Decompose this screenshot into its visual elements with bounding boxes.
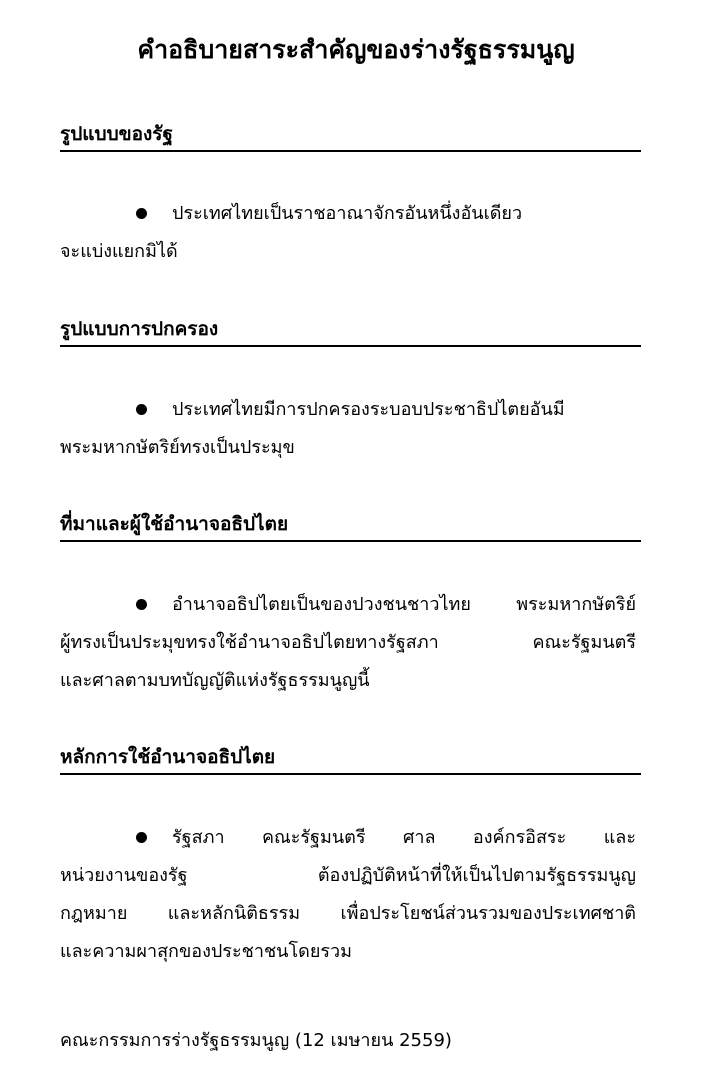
section-heading-state-form: รูปแบบของรัฐ — [60, 120, 641, 152]
section-body-sovereignty — [60, 586, 636, 700]
paragraph-line: รัฐสภา คณะรัฐมนตรี ศาล องค์กรอิสระ และ — [60, 819, 636, 857]
paragraph-line: และความผาสุกของประชาชนโดยรวม — [60, 941, 353, 962]
paragraph-line: พระมหากษัตริย์ทรงเป็นประมุข — [60, 437, 295, 458]
bullet-icon — [136, 599, 147, 610]
paragraph-line: หน่วยงานของรัฐ ต้องปฏิบัติหน้าที่ให้เป็นไปตามรัฐธรรมนูญ — [60, 865, 636, 886]
bullet-icon — [136, 208, 147, 219]
paragraph-line: และศาลตามบทบัญญัติแห่งรัฐธรรมนูญนี้ — [60, 670, 370, 691]
paragraph-line: ผู้ทรงเป็นประมุขทรงใช้อำนาจอธิปไตยทางรัฐสภา คณะรัฐมนตรี — [60, 632, 636, 653]
section-heading-sovereignty: ที่มาและผู้ใช้อำนาจอธิปไตย — [60, 510, 641, 542]
document-title: คำอธิบายสาระสำคัญของร่างรัฐธรรมนูญ — [137, 35, 575, 64]
bullet-icon — [136, 404, 147, 415]
paragraph-line: กฎหมาย และหลักนิติธรรม เพื่อประโยชน์ส่วนรวมของประเทศชาติ — [60, 903, 636, 924]
bullet-icon — [136, 832, 147, 843]
section-body-state-form — [60, 195, 636, 271]
document-footer: คณะกรรมการร่างรัฐธรรมนูญ (12 เมษายน 2559) — [60, 1030, 452, 1051]
paragraph-line: จะแบ่งแยกมิได้ — [60, 241, 178, 262]
section-body-governance — [60, 391, 636, 467]
paragraph-line: อำนาจอธิปไตยเป็นของปวงชนชาวไทย พระมหากษัตริย์ — [60, 586, 636, 624]
section-body-principles — [60, 819, 636, 971]
paragraph-line: ประเทศไทยเป็นราชอาณาจักรอันหนึ่งอันเดียว — [60, 195, 636, 233]
section-heading-principles: หลักการใช้อำนาจอธิปไตย — [60, 743, 641, 775]
paragraph-line: ประเทศไทยมีการปกครองระบอบประชาธิปไตยอันมี — [60, 391, 636, 429]
section-heading-governance: รูปแบบการปกครอง — [60, 315, 641, 347]
